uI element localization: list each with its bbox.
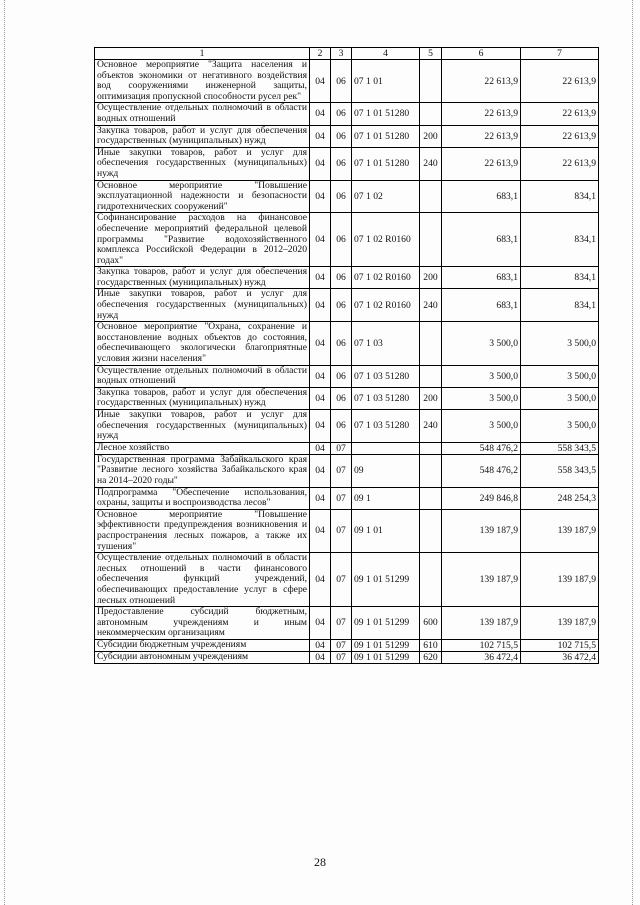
target-article-cell: 09 1 01 51299	[352, 553, 420, 607]
row-name-cell: Закупка товаров, работ и услуг для обеспечения государственных (муниципальных) нужд	[95, 125, 310, 147]
amount-year1-cell: 22 613,9	[442, 103, 521, 125]
row-name-cell: Лесное хозяйство	[95, 442, 310, 454]
expense-type-cell: 200	[420, 267, 442, 289]
expense-type-cell: 240	[420, 289, 442, 322]
expense-type-cell	[420, 553, 442, 607]
row-name-cell: Предоставление субсидий бюджетным, автономным учреждениям и иным некоммерческим организациям	[95, 607, 310, 640]
amount-year2-cell: 3 500,0	[521, 410, 599, 443]
page-number: 28	[314, 855, 326, 869]
row-name-cell: Иные закупки товаров, работ и услуг для обеспечения государственных (муниципальных) нужд	[95, 410, 310, 443]
expense-type-cell	[420, 103, 442, 125]
amount-year1-cell: 548 476,2	[442, 442, 521, 454]
expense-type-cell	[420, 487, 442, 509]
header-cell: 1	[95, 48, 310, 60]
amount-year2-cell: 22 613,9	[521, 103, 599, 125]
table-row	[95, 60, 599, 103]
subsection-code-cell: 07	[331, 639, 352, 651]
table-row	[95, 509, 599, 552]
target-article-cell	[352, 442, 420, 454]
expense-type-cell	[420, 60, 442, 103]
expense-type-cell: 240	[420, 410, 442, 443]
row-name-cell: Закупка товаров, работ и услуг для обеспечения государственных (муниципальных) нужд	[95, 387, 310, 409]
subsection-code-cell: 07	[331, 442, 352, 454]
section-code-cell: 04	[310, 509, 331, 552]
table-row	[95, 454, 599, 487]
expense-type-cell	[420, 442, 442, 454]
amount-year1-cell: 36 472,4	[442, 651, 521, 663]
subsection-code-cell: 07	[331, 651, 352, 663]
subsection-code-cell: 06	[331, 213, 352, 267]
scan-left-edge	[4, 0, 5, 905]
section-code-cell: 04	[310, 365, 331, 387]
expense-type-cell	[420, 365, 442, 387]
header-cell: 6	[442, 48, 521, 60]
amount-year2-cell: 558 343,5	[521, 454, 599, 487]
row-name-cell: Основное мероприятие "Повышение эффективности предупреждения возникновения и распространения лесных пожаров, а также их тушения"	[95, 509, 310, 552]
table-row	[95, 213, 599, 267]
amount-year2-cell: 22 613,9	[521, 60, 599, 103]
amount-year1-cell: 249 846,8	[442, 487, 521, 509]
expense-type-cell	[420, 509, 442, 552]
amount-year1-cell: 139 187,9	[442, 607, 521, 640]
expense-type-cell: 200	[420, 387, 442, 409]
table-row	[95, 289, 599, 322]
target-article-cell: 07 1 03 51280	[352, 387, 420, 409]
subsection-code-cell: 06	[331, 289, 352, 322]
amount-year1-cell: 683,1	[442, 180, 521, 213]
amount-year2-cell: 248 254,3	[521, 487, 599, 509]
section-code-cell: 04	[310, 639, 331, 651]
subsection-code-cell: 06	[331, 60, 352, 103]
subsection-code-cell: 07	[331, 454, 352, 487]
expense-type-cell: 200	[420, 125, 442, 147]
section-code-cell: 04	[310, 125, 331, 147]
table-row	[95, 103, 599, 125]
amount-year1-cell: 548 476,2	[442, 454, 521, 487]
table-row	[95, 442, 599, 454]
header-cell: 3	[331, 48, 352, 60]
row-name-cell: Субсидии автономным учреждениям	[95, 651, 310, 663]
section-code-cell: 04	[310, 180, 331, 213]
expense-type-cell	[420, 322, 442, 365]
row-name-cell: Закупка товаров, работ и услуг для обеспечения государственных (муниципальных) нужд	[95, 267, 310, 289]
section-code-cell: 04	[310, 553, 331, 607]
amount-year2-cell: 558 343,5	[521, 442, 599, 454]
amount-year2-cell: 139 187,9	[521, 553, 599, 607]
row-name-cell: Софинансирование расходов на финансовое обеспечение мероприятий федеральной целевой программы "Развитие водохозяйственного комплекса Российской Федерации в 2012–2020 годах"	[95, 213, 310, 267]
table-body	[95, 60, 599, 664]
amount-year1-cell: 3 500,0	[442, 387, 521, 409]
subsection-code-cell: 06	[331, 103, 352, 125]
amount-year1-cell: 3 500,0	[442, 322, 521, 365]
amount-year2-cell: 36 472,4	[521, 651, 599, 663]
subsection-code-cell: 07	[331, 607, 352, 640]
subsection-code-cell: 06	[331, 410, 352, 443]
section-code-cell: 04	[310, 454, 331, 487]
subsection-code-cell: 06	[331, 180, 352, 213]
amount-year2-cell: 22 613,9	[521, 147, 599, 180]
target-article-cell: 07 1 03 51280	[352, 410, 420, 443]
expense-type-cell	[420, 454, 442, 487]
target-article-cell: 07 1 01 51280	[352, 147, 420, 180]
target-article-cell: 07 1 02 R0160	[352, 289, 420, 322]
amount-year2-cell: 3 500,0	[521, 365, 599, 387]
amount-year1-cell: 22 613,9	[442, 125, 521, 147]
header-cell: 4	[352, 48, 420, 60]
scan-right-edge	[632, 0, 633, 905]
table-row	[95, 322, 599, 365]
section-code-cell: 04	[310, 387, 331, 409]
subsection-code-cell: 07	[331, 509, 352, 552]
amount-year1-cell: 683,1	[442, 289, 521, 322]
target-article-cell: 07 1 01 51280	[352, 125, 420, 147]
section-code-cell: 04	[310, 289, 331, 322]
table-row	[95, 267, 599, 289]
amount-year2-cell: 3 500,0	[521, 387, 599, 409]
section-code-cell: 04	[310, 607, 331, 640]
subsection-code-cell: 06	[331, 387, 352, 409]
section-code-cell: 04	[310, 213, 331, 267]
budget-table	[94, 47, 599, 664]
target-article-cell: 09 1	[352, 487, 420, 509]
amount-year1-cell: 683,1	[442, 213, 521, 267]
row-name-cell: Основное мероприятие "Охрана, сохранение и восстановление водных объектов до состояния, обеспечивающего экологически благоприятные условия жизни населения"	[95, 322, 310, 365]
target-article-cell: 07 1 02 R0160	[352, 213, 420, 267]
amount-year2-cell: 834,1	[521, 289, 599, 322]
table-row	[95, 607, 599, 640]
row-name-cell: Основное мероприятие "Защита населения и объектов экономики от негативного воздействия вод сооружениями инженерной защиты, оптимизация пропускной способности русел рек"	[95, 60, 310, 103]
table-row	[95, 651, 599, 663]
table-row	[95, 180, 599, 213]
header-cell: 7	[521, 48, 599, 60]
subsection-code-cell: 06	[331, 267, 352, 289]
row-name-cell: Иные закупки товаров, работ и услуг для обеспечения государственных (муниципальных) нужд	[95, 147, 310, 180]
subsection-code-cell: 06	[331, 322, 352, 365]
row-name-cell: Основное мероприятие "Повышение эксплуатационной надежности и безопасности гидротехнических сооружений"	[95, 180, 310, 213]
target-article-cell: 09	[352, 454, 420, 487]
amount-year2-cell: 22 613,9	[521, 125, 599, 147]
section-code-cell: 04	[310, 322, 331, 365]
subsection-code-cell: 07	[331, 553, 352, 607]
row-name-cell: Субсидии бюджетным учреждениям	[95, 639, 310, 651]
amount-year2-cell: 834,1	[521, 180, 599, 213]
amount-year2-cell: 834,1	[521, 213, 599, 267]
subsection-code-cell: 06	[331, 147, 352, 180]
section-code-cell: 04	[310, 487, 331, 509]
expense-type-cell: 620	[420, 651, 442, 663]
amount-year1-cell: 3 500,0	[442, 365, 521, 387]
expense-type-cell: 240	[420, 147, 442, 180]
amount-year2-cell: 834,1	[521, 267, 599, 289]
section-code-cell: 04	[310, 60, 331, 103]
subsection-code-cell: 06	[331, 125, 352, 147]
target-article-cell: 07 1 01 51280	[352, 103, 420, 125]
table-row	[95, 639, 599, 651]
target-article-cell: 07 1 03	[352, 322, 420, 365]
amount-year2-cell: 102 715,5	[521, 639, 599, 651]
header-cell: 5	[420, 48, 442, 60]
section-code-cell: 04	[310, 267, 331, 289]
amount-year1-cell: 683,1	[442, 267, 521, 289]
target-article-cell: 07 1 01	[352, 60, 420, 103]
amount-year1-cell: 139 187,9	[442, 509, 521, 552]
subsection-code-cell: 06	[331, 365, 352, 387]
amount-year1-cell: 3 500,0	[442, 410, 521, 443]
table-row	[95, 410, 599, 443]
expense-type-cell: 600	[420, 607, 442, 640]
amount-year2-cell: 139 187,9	[521, 607, 599, 640]
table-row	[95, 387, 599, 409]
row-name-cell: Подпрограмма "Обеспечение использования, охраны, защиты и воспроизводства лесов"	[95, 487, 310, 509]
amount-year1-cell: 139 187,9	[442, 553, 521, 607]
table-row	[95, 125, 599, 147]
table-row	[95, 487, 599, 509]
amount-year2-cell: 139 187,9	[521, 509, 599, 552]
amount-year1-cell: 22 613,9	[442, 147, 521, 180]
table-row	[95, 147, 599, 180]
section-code-cell: 04	[310, 410, 331, 443]
amount-year2-cell: 3 500,0	[521, 322, 599, 365]
row-name-cell: Осуществление отдельных полномочий в области лесных отношений в части финансового обеспечения функций учреждений, обеспечивающих предоставление услуг в сфере лесных отношений	[95, 553, 310, 607]
target-article-cell: 09 1 01	[352, 509, 420, 552]
table-row	[95, 365, 599, 387]
expense-type-cell: 610	[420, 639, 442, 651]
section-code-cell: 04	[310, 147, 331, 180]
row-name-cell: Государственная программа Забайкальского края "Развитие лесного хозяйства Забайкальского края на 2014–2020 годы"	[95, 454, 310, 487]
header-cell: 2	[310, 48, 331, 60]
row-name-cell: Осуществление отдельных полномочий в области водных отношений	[95, 365, 310, 387]
section-code-cell: 04	[310, 103, 331, 125]
row-name-cell: Иные закупки товаров, работ и услуг для обеспечения государственных (муниципальных) нужд	[95, 289, 310, 322]
target-article-cell: 09 1 01 51299	[352, 639, 420, 651]
amount-year1-cell: 102 715,5	[442, 639, 521, 651]
target-article-cell: 09 1 01 51299	[352, 651, 420, 663]
table-row	[95, 553, 599, 607]
section-code-cell: 04	[310, 442, 331, 454]
target-article-cell: 07 1 02 R0160	[352, 267, 420, 289]
subsection-code-cell: 07	[331, 487, 352, 509]
row-name-cell: Осуществление отдельных полномочий в области водных отношений	[95, 103, 310, 125]
target-article-cell: 09 1 01 51299	[352, 607, 420, 640]
expense-type-cell	[420, 180, 442, 213]
section-code-cell: 04	[310, 651, 331, 663]
header-row	[95, 48, 599, 60]
target-article-cell: 07 1 03 51280	[352, 365, 420, 387]
expense-type-cell	[420, 213, 442, 267]
target-article-cell: 07 1 02	[352, 180, 420, 213]
amount-year1-cell: 22 613,9	[442, 60, 521, 103]
